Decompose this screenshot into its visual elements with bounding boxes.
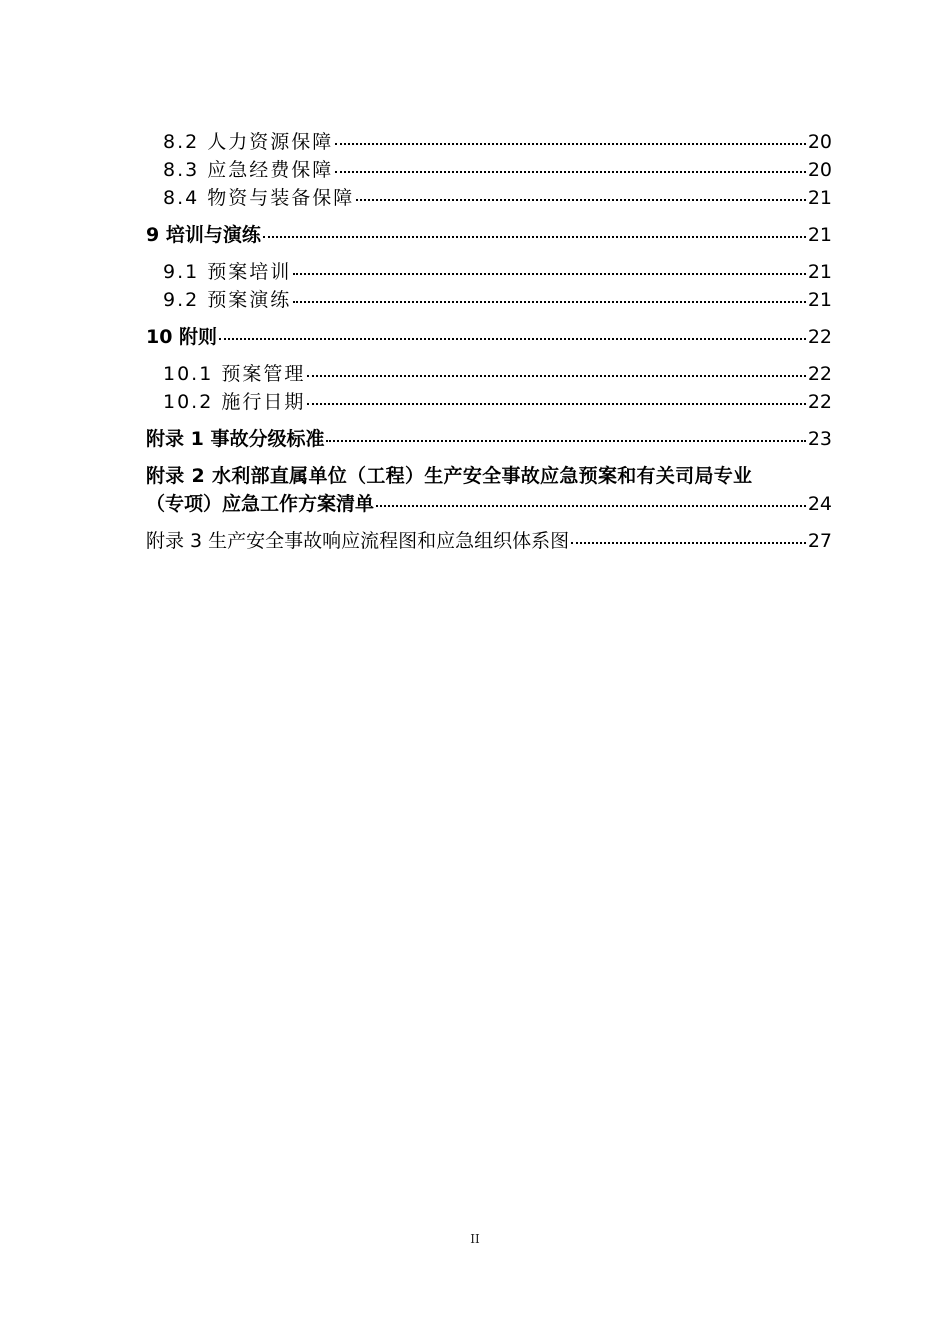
toc-entry-8-3[interactable]	[146, 156, 832, 184]
toc-entry-9-1[interactable]	[146, 258, 832, 286]
dot-leader	[335, 142, 806, 145]
toc-entry-8-2[interactable]	[146, 128, 832, 156]
toc-entry-10[interactable]	[146, 323, 832, 351]
dot-leader	[571, 541, 806, 544]
page-number: II	[470, 1232, 480, 1246]
dot-leader	[356, 198, 806, 201]
toc-entry-10-1[interactable]	[146, 360, 832, 388]
dot-leader	[335, 170, 806, 173]
toc-entry-title: 10 附则	[146, 326, 218, 348]
toc-entry-page: 22	[807, 363, 832, 385]
toc-entry-page: 23	[807, 428, 832, 450]
toc-entry-8-4[interactable]	[146, 184, 832, 212]
toc-entry-title: 附录 1 事故分级标准	[146, 428, 325, 450]
toc-entry-title-line2-row	[146, 490, 832, 518]
toc-entry-title-line2: （专项）应急工作方案清单	[146, 493, 375, 515]
toc-entry-title: 9.2 预案演练	[163, 289, 292, 311]
toc-entry-title: 9.1 预案培训	[163, 261, 292, 283]
toc-entry-title: 10.1 预案管理	[163, 363, 306, 385]
toc-entry-page: 22	[807, 326, 832, 348]
toc-entry-appendix-2[interactable]	[146, 462, 832, 518]
toc-entry-title: 8.4 物资与装备保障	[163, 187, 355, 209]
dot-leader	[219, 337, 806, 340]
table-of-contents	[146, 128, 832, 555]
toc-entry-9-2[interactable]	[146, 286, 832, 314]
toc-entry-title: 附录 3 生产安全事故响应流程图和应急组织体系图	[146, 530, 570, 552]
toc-entry-title: 10.2 施行日期	[163, 391, 306, 413]
dot-leader	[307, 374, 805, 377]
toc-entry-page: 20	[807, 131, 832, 153]
dot-leader	[263, 235, 806, 238]
toc-entry-page: 24	[807, 493, 832, 515]
toc-entry-appendix-3[interactable]	[146, 527, 832, 555]
dot-leader	[293, 272, 806, 275]
toc-entry-title-line1: 附录 2 水利部直属单位（工程）生产安全事故应急预案和有关司局专业	[146, 465, 753, 487]
toc-entry-page: 22	[807, 391, 832, 413]
toc-entry-9[interactable]	[146, 221, 832, 249]
toc-entry-page: 20	[807, 159, 832, 181]
toc-entry-page: 27	[807, 530, 832, 552]
toc-entry-page: 21	[807, 289, 832, 311]
dot-leader	[307, 402, 805, 405]
toc-entry-10-2[interactable]	[146, 388, 832, 416]
toc-entry-page: 21	[807, 261, 832, 283]
toc-entry-page: 21	[807, 187, 832, 209]
toc-entry-page: 21	[807, 224, 832, 246]
dot-leader	[326, 439, 805, 442]
dot-leader	[293, 300, 806, 303]
toc-entry-title: 9 培训与演练	[146, 224, 261, 246]
dot-leader	[376, 504, 806, 507]
toc-entry-title: 8.3 应急经费保障	[163, 159, 334, 181]
toc-entry-appendix-1[interactable]	[146, 425, 832, 453]
toc-entry-title: 8.2 人力资源保障	[163, 131, 334, 153]
